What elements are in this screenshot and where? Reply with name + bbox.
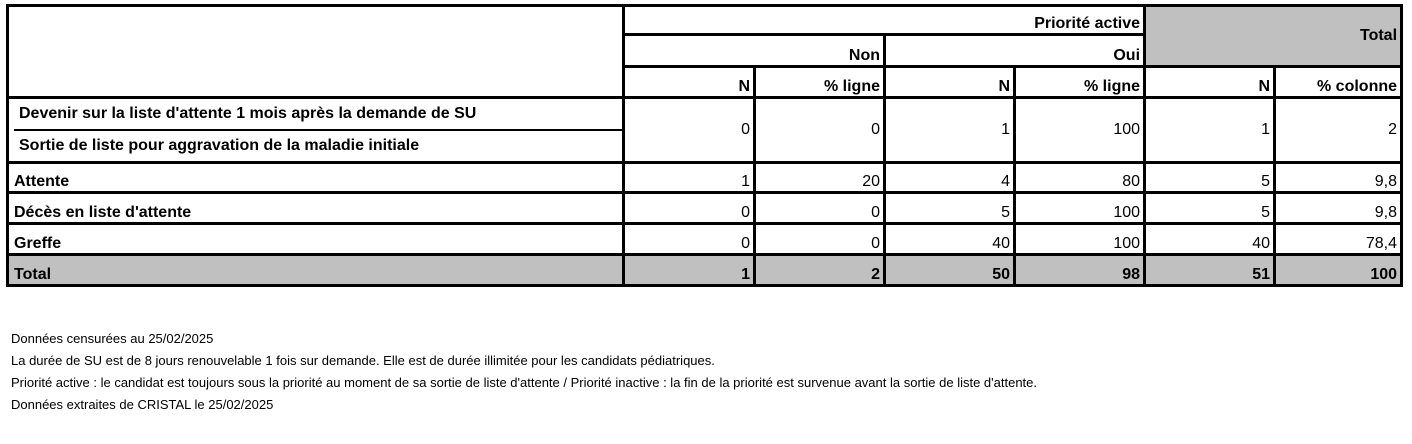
results-table: [6, 4, 1403, 287]
row-label: Greffe: [8, 224, 624, 255]
note-censored: Données censurées au 25/02/2025: [11, 331, 214, 346]
cell-total-n: 1: [1145, 98, 1275, 163]
col-header-n: N: [1145, 67, 1275, 98]
header-non: Non: [624, 35, 885, 67]
col-header-pct-colonne: % colonne: [1275, 67, 1402, 98]
col-header-n: N: [624, 67, 755, 98]
col-header-pct-ligne: % ligne: [755, 67, 885, 98]
cell-oui-pct: 100: [1015, 98, 1145, 163]
total-oui-pct: 98: [1015, 255, 1145, 286]
cell-non-pct: 0: [755, 193, 885, 224]
cell-non-pct: 0: [755, 98, 885, 163]
total-oui-n: 50: [885, 255, 1015, 286]
cell-total-pct: 9,8: [1275, 193, 1402, 224]
cell-total-n: 5: [1145, 193, 1275, 224]
total-row-label: Total: [8, 255, 624, 286]
section-label: Devenir sur la liste d'attente 1 mois après la demande de SU: [19, 105, 477, 122]
cell-total-n: 5: [1145, 163, 1275, 193]
section-cell: [8, 98, 624, 163]
cell-oui-n: 4: [885, 163, 1015, 193]
total-non-pct: 2: [755, 255, 885, 286]
row-label: Décès en liste d'attente: [8, 193, 624, 224]
cell-non-pct: 20: [755, 163, 885, 193]
header-total: Total: [1145, 6, 1402, 67]
corner-cell: [8, 6, 624, 98]
cell-oui-n: 40: [885, 224, 1015, 255]
cell-oui-pct: 100: [1015, 193, 1145, 224]
cell-oui-n: 1: [885, 98, 1015, 163]
col-header-pct-ligne: % ligne: [1015, 67, 1145, 98]
header-oui: Oui: [885, 35, 1145, 67]
cell-total-pct: 2: [1275, 98, 1402, 163]
col-header-n: N: [885, 67, 1015, 98]
cell-oui-pct: 80: [1015, 163, 1145, 193]
cell-total-pct: 78,4: [1275, 224, 1402, 255]
note-priority-definition: Priorité active : le candidat est toujours sous la priorité au moment de sa sortie de liste d'attente / Priorité inactive : la fin de la priorité est survenue avant la sortie de liste d'attente.: [11, 375, 1037, 390]
note-duration: La durée de SU est de 8 jours renouvelable 1 fois sur demande. Elle est de durée illimitée pour les candidats pédiatriques.: [11, 353, 715, 368]
total-total-pct: 100: [1275, 255, 1402, 286]
row-label: Sortie de liste pour aggravation de la maladie initiale: [14, 129, 622, 161]
cell-oui-pct: 100: [1015, 224, 1145, 255]
cell-non-n: 1: [624, 163, 755, 193]
total-non-n: 1: [624, 255, 755, 286]
row-label: Attente: [8, 163, 624, 193]
total-total-n: 51: [1145, 255, 1275, 286]
cell-non-pct: 0: [755, 224, 885, 255]
cell-non-n: 0: [624, 98, 755, 163]
header-priorite-active: Priorité active: [624, 6, 1145, 35]
cell-total-n: 40: [1145, 224, 1275, 255]
footnotes: [11, 328, 1037, 416]
cell-non-n: 0: [624, 193, 755, 224]
note-extraction: Données extraites de CRISTAL le 25/02/2025: [11, 397, 274, 412]
cell-oui-n: 5: [885, 193, 1015, 224]
cell-non-n: 0: [624, 224, 755, 255]
cell-total-pct: 9,8: [1275, 163, 1402, 193]
